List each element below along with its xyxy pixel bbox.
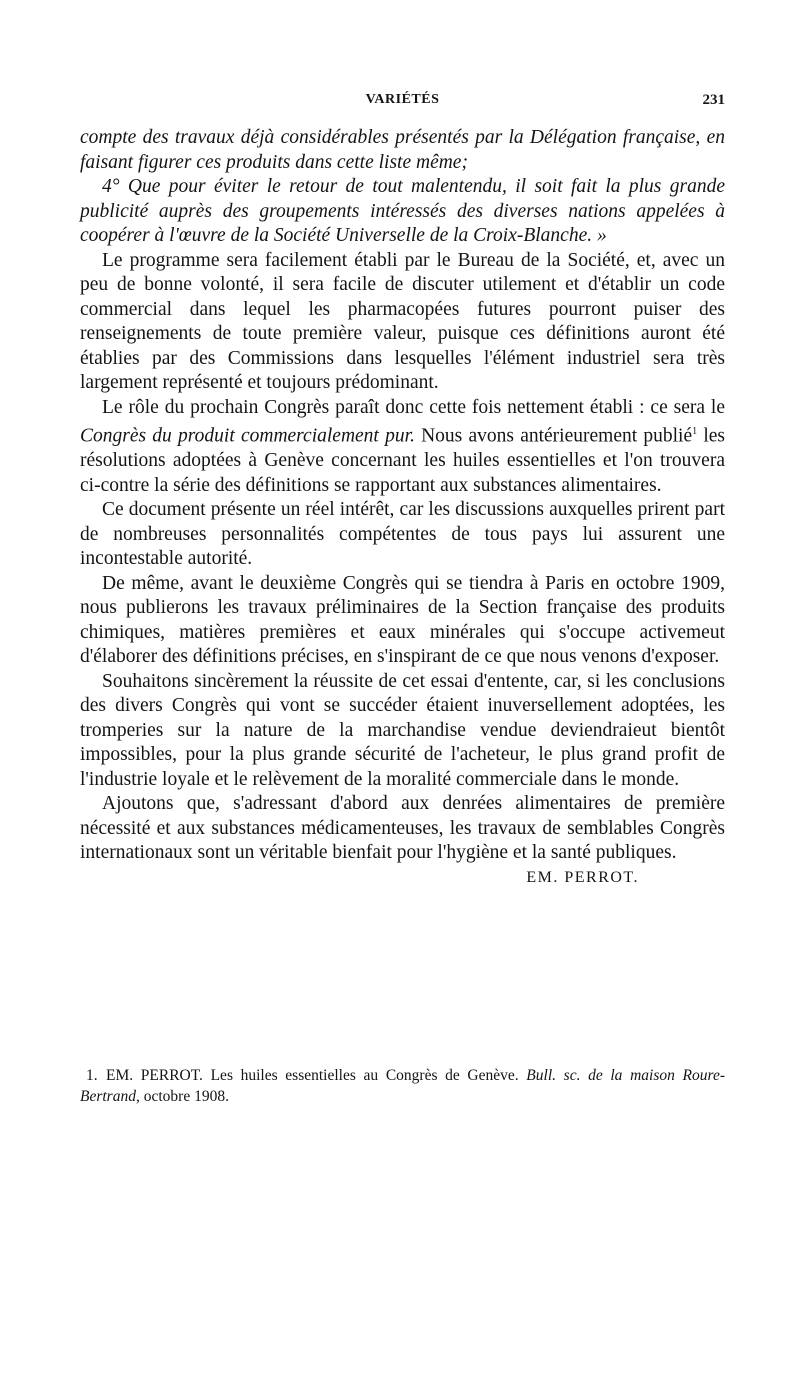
- paragraph-document: Ce document présente un réel intérêt, car les discussions auxquelles prirent part de nombreuses personnalités compétentes de tous pays lui assurent une incontestable autorité.: [80, 499, 725, 569]
- paragraph-congres-role-c: les résolutions adoptées à Genève concernant les huiles essentielles et l'on trouvera ci-contre la série des définitions se rapportant aux substances alimentaires.: [80, 425, 725, 496]
- paragraph-congres-role-a: Le rôle du prochain Congrès paraît donc cette fois nettement établi : ce sera le: [102, 396, 725, 418]
- quote-paragraph-4: 4° Que pour éviter le retour de tout malentendu, il soit fait la plus grande publicité auprès des groupements intéressés des diverses nations appelées à coopérer à l'œuvre de la Société Universelle de la Croix-Blanche. »: [80, 176, 725, 246]
- quote-paragraph-continued: compte des travaux déjà considérables présentés par la Délégation française, en faisant figurer ces produits dans cette liste même;: [80, 127, 725, 173]
- signature: EM. PERROT.: [526, 868, 639, 886]
- footnote-author: EM. PERROT.: [106, 1067, 203, 1084]
- paragraph-souhaitons: Souhaitons sincèrement la réussite de cet essai d'entente, car, si les conclusions des divers Congrès qui vont se succéder étaient inuversellement adoptées, les tromperies sur la nature de la marchandise vendue deviendraieut bientôt impossibles, pour la plus grande sécurité de l'acheteur, le plus grand profit de l'industrie loyale et le relèvement de la moralité commerciale dans le monde.: [80, 670, 725, 790]
- footnote: [80, 1065, 725, 1107]
- paragraph-congres-role: [80, 396, 725, 499]
- paragraph-congres-role-italic: Congrès du produit commercialement pur.: [80, 425, 415, 447]
- paragraph-deuxieme-congres: De même, avant le deuxième Congrès qui se tiendra à Paris en octobre 1909, nous publierons les travaux préliminaires de la Section française des produits chimiques, matières premières et eaux minérales qui s'occupe activemeut d'élaborer des définitions précises, en s'inspirant de ce que nous venons d'exposer.: [80, 572, 725, 667]
- page-number: 231: [702, 92, 725, 108]
- footnote-marker: 1: [692, 426, 698, 437]
- paragraph-ajoutons: Ajoutons que, s'adressant d'abord aux denrées alimentaires de première nécessité et aux substances médicamenteuses, les travaux de semblables Congrès internationaux sont un véritable bienfait pour l'hygiène et la santé publiques.: [80, 793, 725, 863]
- running-title: VARIÉTÉS: [365, 92, 440, 107]
- running-head: [80, 92, 725, 112]
- paragraph-programme: Le programme sera facilement établi par le Bureau de la Société, et, avec un peu de bonne volonté, il sera facile de discuter utilement et d'établir un code commercial dans lequel les pharmacopées futures pourront puiser des renseignements de toute première valeur, puisque ces définitions auront été établies par des Commissions dans lesquelles l'élément industriel sera très largement représenté et toujours prédominant.: [80, 249, 725, 393]
- footnote-number: 1.: [86, 1067, 98, 1084]
- footnote-journal: Bull. sc. de la maison Roure-Bertrand: [80, 1067, 725, 1105]
- body-text: [80, 126, 725, 890]
- footnote-text-a: Les huiles essentielles au Congrès de Genève.: [202, 1067, 527, 1084]
- footnote-text-b: , octobre 1908.: [135, 1088, 229, 1105]
- paragraph-congres-role-b: Nous avons antérieurement publié: [414, 425, 693, 447]
